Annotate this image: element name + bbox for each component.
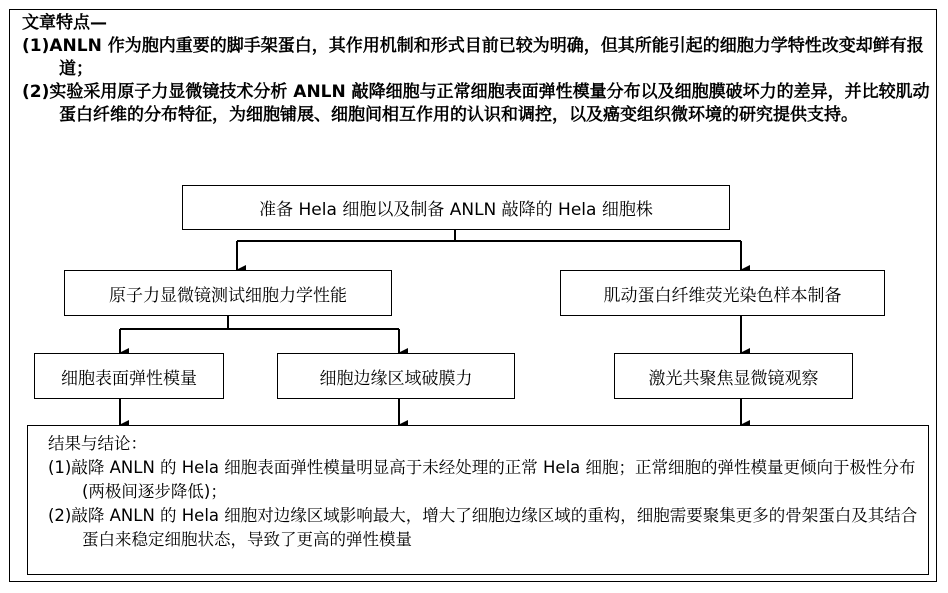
confocal-observation-box: 激光共聚焦显微镜观察 bbox=[614, 353, 853, 399]
results-box bbox=[27, 425, 929, 575]
intro-item-2: (2)实验采用原子力显微镜技术分析 ANLN 敲降细胞与正常细胞表面弹性模量分布以及细胞膜破坏力的差异，并比较肌动蛋白纤维的分布特征，为细胞铺展、细胞间相互作用的认识和调控，以及癌变组织微环境的研究提供支持。 bbox=[22, 82, 930, 125]
results-item-2: (2)敲降 ANLN 的 Hela 细胞对边缘区域影响最大，增大了细胞边缘区域的重构，细胞需要聚集更多的骨架蛋白及其结合蛋白来稳定细胞状态，导致了更高的弹性模量 bbox=[48, 506, 918, 549]
edge-rupture-force-box: 细胞边缘区域破膜力 bbox=[277, 353, 515, 399]
prep-cells-box: 准备 Hela 细胞以及制备 ANLN 敲降的 Hela 细胞株 bbox=[182, 185, 730, 230]
afm-test-box: 原子力显微镜测试细胞力学性能 bbox=[64, 270, 392, 316]
surface-modulus-box: 细胞表面弹性模量 bbox=[34, 353, 224, 399]
intro-item-1: (1)ANLN 作为胞内重要的脚手架蛋白，其作用机制和形式目前已较为明确，但其所能引起的细胞力学特性改变却鲜有报道； bbox=[22, 36, 924, 79]
results-heading: 结果与结论： bbox=[48, 434, 147, 453]
results-item-1: (1)敲降 ANLN 的 Hela 细胞表面弹性模量明显高于未经处理的正常 Hela 细胞；正常细胞的弹性模量更倾向于极性分布(两极间逐步降低)； bbox=[48, 458, 916, 501]
fluorescence-staining-box: 肌动蛋白纤维荧光染色样本制备 bbox=[560, 270, 885, 316]
intro-heading: 文章特点— bbox=[22, 13, 107, 33]
